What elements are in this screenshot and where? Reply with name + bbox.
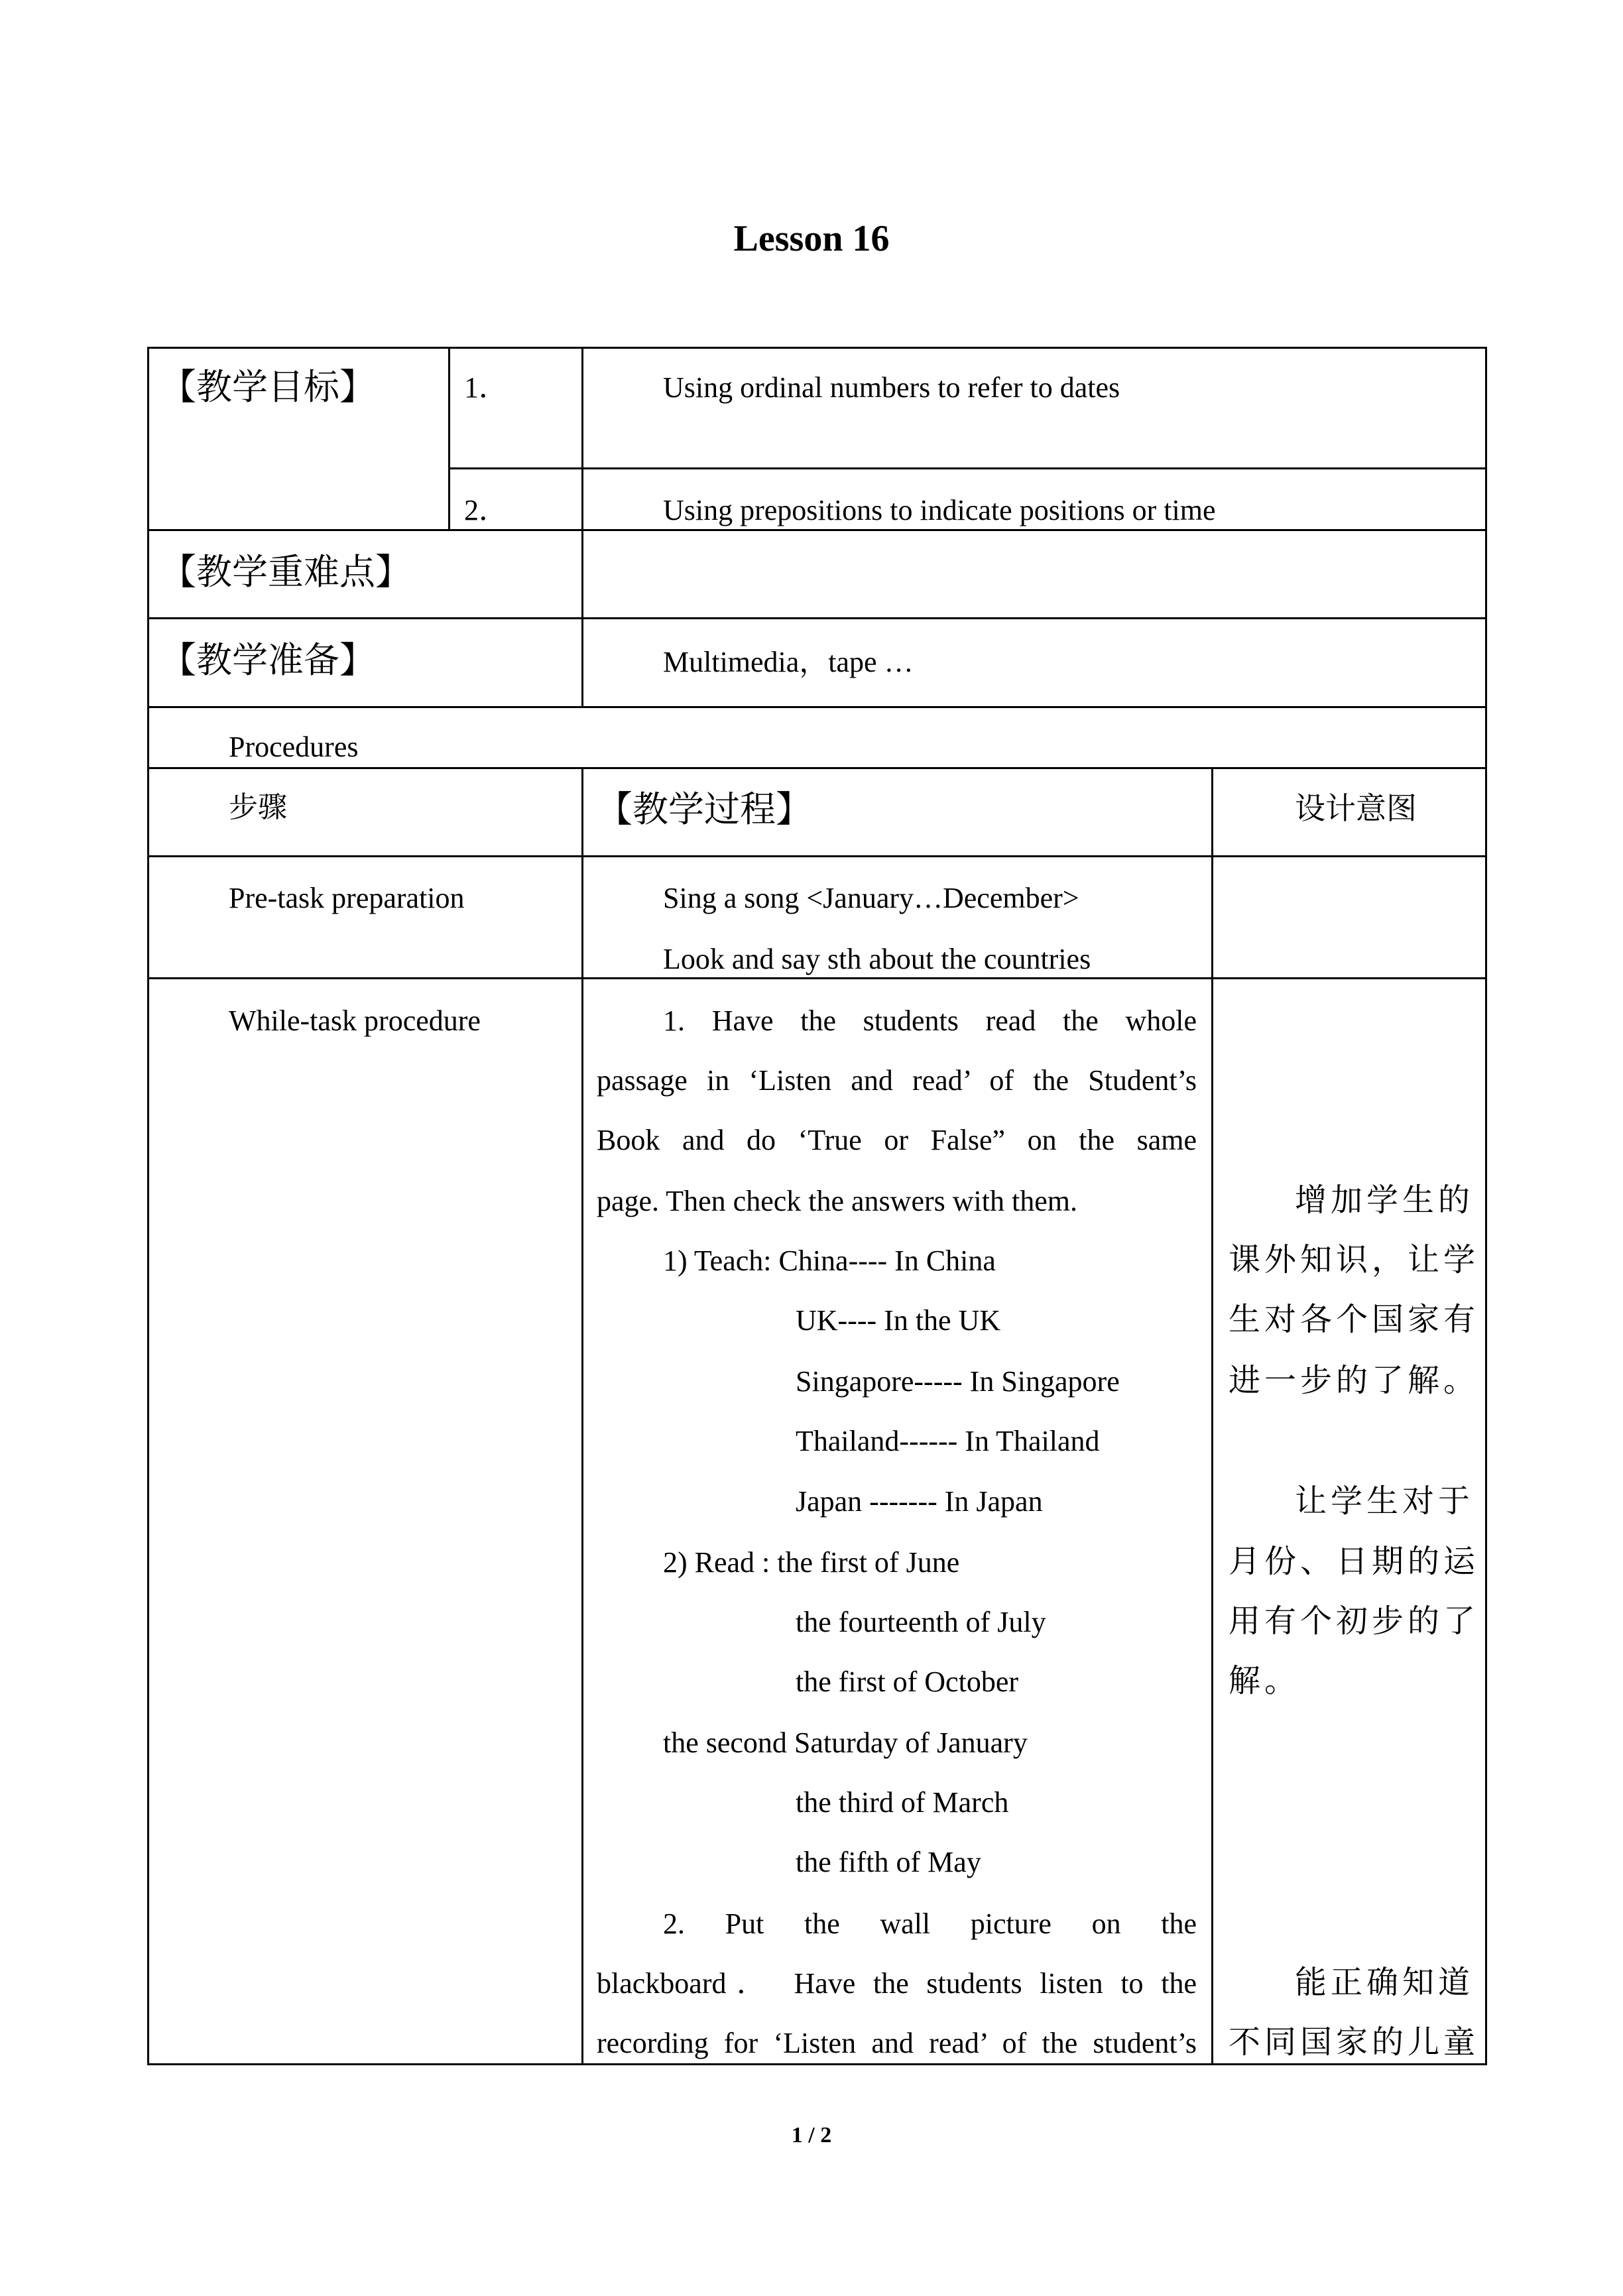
- pre-task-line: Look and say sth about the countries: [663, 943, 1091, 975]
- table-border: [1485, 347, 1487, 2065]
- table-border: [147, 977, 1487, 979]
- intent-header: 设计意图: [1295, 790, 1417, 826]
- table-border: [147, 347, 149, 2065]
- table-border: [147, 617, 1487, 619]
- procedures-label: Procedures: [229, 731, 359, 763]
- pre-task-line: Sing a song <January…December>: [663, 882, 1079, 914]
- intent-line: 能正确知道: [1295, 1964, 1474, 2001]
- while-task-step: While-task procedure: [229, 1004, 481, 1037]
- read-line: the third of March: [796, 1786, 1009, 1819]
- paragraph-line: passage in ‘Listen and read’ of the Student’s: [597, 1064, 1197, 1097]
- key-points-label: 【教学重难点】: [160, 551, 411, 593]
- paragraph-line: 1. Have the students read the whole: [663, 1004, 1197, 1037]
- paragraph-line: page. Then check the answers with them.: [597, 1185, 1077, 1217]
- intent-line: 不同国家的儿童: [1229, 2024, 1480, 2061]
- preparation-label: 【教学准备】: [160, 639, 375, 681]
- teach-line: UK---- In the UK: [796, 1304, 1001, 1337]
- intent-line: 用有个初步的了: [1229, 1602, 1480, 1640]
- objective-number: 2．: [464, 494, 508, 526]
- table-border: [147, 855, 1487, 857]
- paragraph-line: blackboard． Have the students listen to the: [597, 1967, 1197, 2000]
- table-border: [448, 467, 1487, 469]
- table-border: [448, 347, 450, 531]
- table-border: [147, 767, 1487, 769]
- table-border: [147, 2063, 1487, 2065]
- teach-line: 1) Teach: China---- In China: [663, 1244, 996, 1277]
- paragraph-line: Book and do ‘True or False” on the same: [597, 1124, 1197, 1156]
- page-number: 1 / 2: [791, 2123, 832, 2147]
- table-border: [147, 347, 1487, 349]
- read-line: the fifth of May: [796, 1846, 981, 1878]
- teach-line: Japan ------- In Japan: [796, 1485, 1043, 1518]
- read-line: 2) Read : the first of June: [663, 1546, 960, 1579]
- process-header: 【教学过程】: [597, 788, 812, 830]
- table-border: [1211, 767, 1213, 2065]
- intent-line: 课外知识，让学: [1229, 1241, 1480, 1278]
- table-border: [581, 767, 583, 2065]
- objective-text: Using ordinal numbers to refer to dates: [663, 371, 1120, 404]
- intent-line: 生对各个国家有: [1229, 1301, 1480, 1338]
- table-border: [147, 529, 1487, 531]
- read-line: the fourteenth of July: [796, 1606, 1046, 1638]
- step-header: 步骤: [229, 790, 287, 824]
- intent-line: 月份、日期的运: [1229, 1543, 1480, 1580]
- teach-line: Thailand------ In Thailand: [796, 1425, 1100, 1457]
- objectives-label: 【教学目标】: [160, 366, 375, 408]
- paragraph-line: recording for ‘Listen and read’ of the student’s: [597, 2027, 1197, 2059]
- read-line: the first of October: [796, 1665, 1018, 1698]
- pre-task-step: Pre-task preparation: [229, 882, 465, 914]
- objective-number: 1．: [464, 371, 508, 404]
- intent-line: 解。: [1229, 1662, 1301, 1699]
- intent-line: 让学生对于: [1295, 1482, 1474, 1520]
- table-border: [147, 706, 1487, 708]
- intent-line: 增加学生的: [1295, 1181, 1474, 1219]
- intent-line: 进一步的了解。: [1229, 1362, 1480, 1399]
- objective-text: Using prepositions to indicate positions or time: [663, 494, 1216, 526]
- read-line: the second Saturday of January: [663, 1726, 1028, 1759]
- page-title: Lesson 16: [733, 218, 890, 259]
- preparation-text: Multimedia，tape …: [663, 646, 914, 678]
- teach-line: Singapore----- In Singapore: [796, 1365, 1120, 1398]
- table-border: [581, 347, 583, 706]
- paragraph-line: 2. Put the wall picture on the: [663, 1907, 1197, 1940]
